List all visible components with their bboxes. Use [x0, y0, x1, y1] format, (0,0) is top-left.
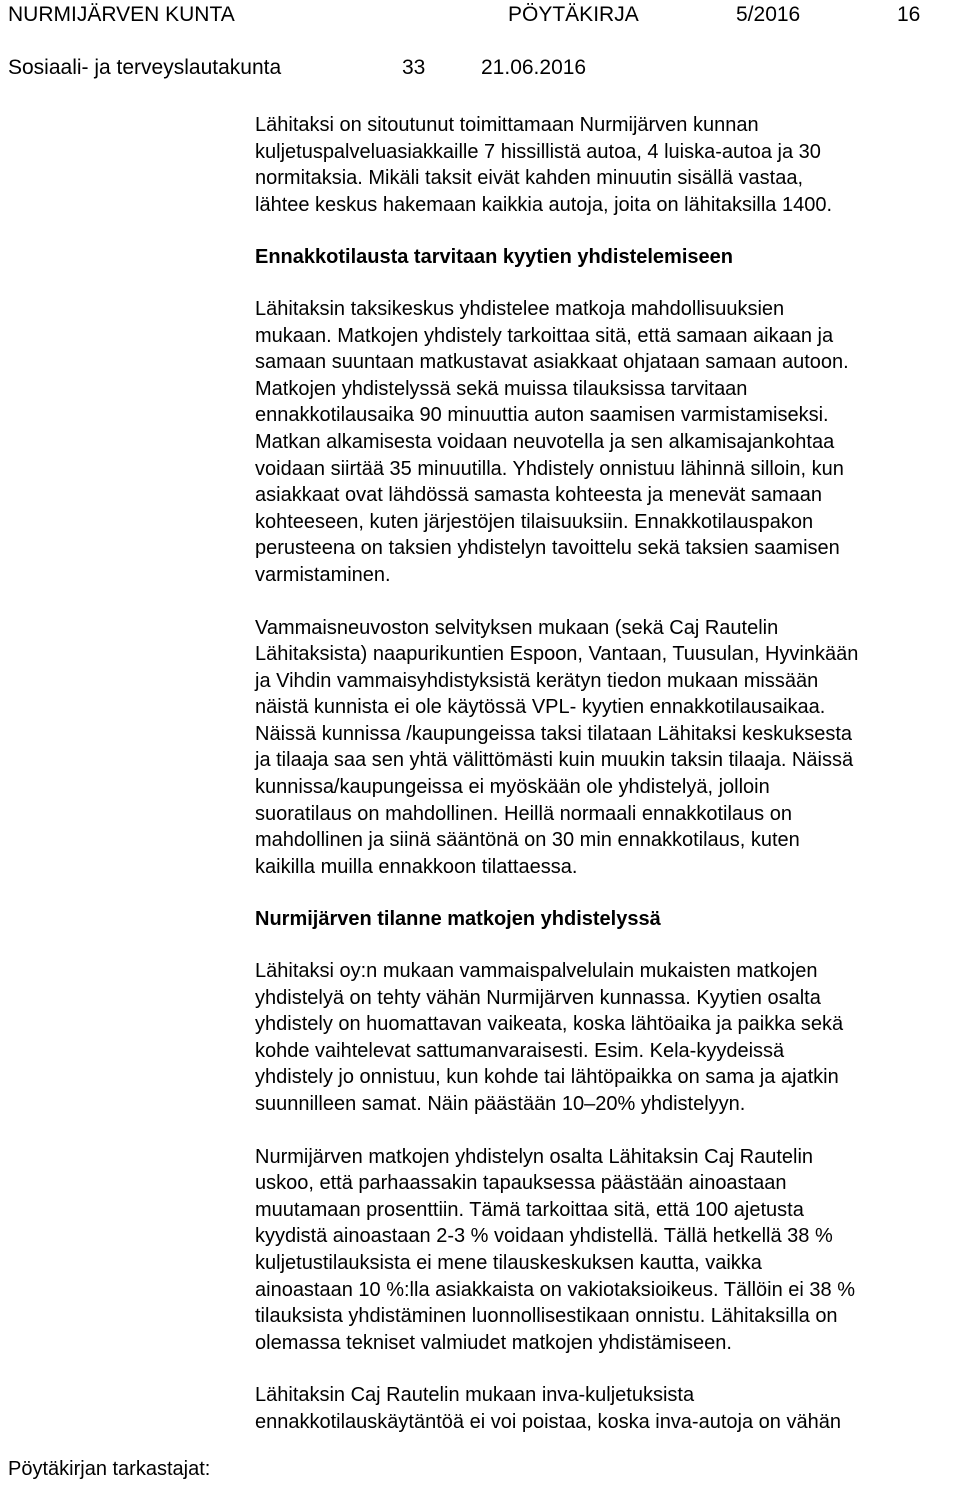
paragraph-inva-transport	[255, 1382, 955, 1435]
text-line: muutamaan prosenttiin. Tämä tarkoittaa sitä, että 100 ajetusta	[255, 1198, 804, 1221]
text-line: asiakkaat ovat lähdössä samasta kohteesta ja menevät samaan	[255, 484, 822, 507]
text-line: tilauksista yhdistäminen luonnollisestikaan onnistu. Lähitaksilla on	[255, 1305, 838, 1328]
document-body	[255, 112, 955, 1436]
paragraph-commitment	[255, 112, 955, 218]
text-line: samaan suuntaan matkustavat asiakkaat ohjataan samaan autoon.	[255, 351, 849, 374]
text-line: uskoo, että parhaassakin tapauksessa päästään ainoastaan	[255, 1172, 787, 1195]
text-line: ja Vihdin vammaisyhdistyksistä kerätyn tiedon mukaan missään	[255, 669, 819, 692]
text-line: Matkan alkamisesta voidaan neuvotella ja sen alkamisajankohtaa	[255, 430, 835, 453]
text-line: lähtee keskus hakemaan kaikkia autoja, joita on lähitaksilla 1400.	[255, 193, 833, 216]
document-number: 5/2016	[736, 3, 801, 26]
text-line: voidaan siirtää 35 minuutilla. Yhdistely onnistuu lähinnä silloin, kun	[255, 457, 844, 480]
text-line: Lähitaksista) naapurikuntien Espoon, Vantaan, Tuusulan, Hyvinkään	[255, 643, 859, 666]
text-line: varmistaminen.	[255, 563, 391, 586]
meeting-date: 21.06.2016	[481, 56, 587, 79]
text-line: kaikilla muilla ennakkoon tilattaessa.	[255, 855, 578, 878]
document-type: PÖYTÄKIRJA	[508, 3, 639, 26]
text-line: Lähitaksin Caj Rautelin mukaan inva-kuljetuksista	[255, 1384, 695, 1407]
text-line: Matkojen yhdistelyssä sekä muissa tilauksissa tarvitaan	[255, 377, 748, 400]
text-line: mukaan. Matkojen yhdistely tarkoittaa sitä, että samaan aikaan ja	[255, 324, 834, 347]
text-line: näistä kunnista ei ole käytössä VPL- kyytien ennakkotilausaikaa.	[255, 696, 826, 719]
reviewers-label: Pöytäkirjan tarkastajat:	[8, 1458, 211, 1480]
paragraph-combining-percent	[255, 1144, 955, 1357]
text-line: kuljetuspalveluasiakkaille 7 hissillistä autoa, 4 luiska-autoa ja 30	[255, 140, 821, 163]
text-line: ennakkotilausaika 90 minuuttia auton saamisen varmistamiseksi.	[255, 404, 829, 427]
text-line: kohde vaihtelevat sattumanvaraisesti. Esim. Kela-kyydeissä	[255, 1039, 785, 1062]
text-line: kuljetustilauksista ei mene tilauskeskuksen kautta, vaikka	[255, 1251, 762, 1274]
text-line: olemassa tekniset valmiudet matkojen yhdistämiseen.	[255, 1331, 732, 1354]
text-line: perusteena on taksien yhdistelyn tavoittelu sekä taksien saamisen	[255, 537, 840, 560]
text-line: yhdistelyä on tehty vähän Nurmijärven kunnassa. Kyytien osalta	[255, 986, 821, 1009]
text-line: kunnissa/kaupungeissa ei myöskään ole yhdistelyä, jolloin	[255, 776, 770, 799]
text-line: mahdollinen ja siinä sääntönä on 30 min ennakkotilaus, kuten	[255, 829, 800, 852]
text-line: normitaksia. Mikäli taksit eivät kahden minuutin sisällä vastaa,	[255, 167, 804, 190]
section-number: 33	[402, 56, 426, 79]
paragraph-trip-combining	[255, 296, 955, 589]
text-line: Lähitaksi on sitoutunut toimittamaan Nurmijärven kunnan	[255, 114, 759, 136]
paragraph-lahitaksi-combining	[255, 958, 955, 1118]
paragraph-disability-council	[255, 615, 955, 881]
text-line: Nurmijärven matkojen yhdistelyn osalta Lähitaksin Caj Rautelin	[255, 1145, 814, 1168]
text-line: suoratilaus on mahdollinen. Heillä normaali ennakkotilaus on	[255, 802, 792, 825]
text-line: Näissä kunnissa /kaupungeissa taksi tilataan Lähitaksi keskuksesta	[255, 722, 852, 745]
text-line: ennakkotilauskäytäntöä ei voi poistaa, koska inva-autoja on vähän	[255, 1410, 841, 1433]
text-line: Lähitaksi oy:n mukaan vammaispalvelulain mukaisten matkojen	[255, 960, 818, 983]
text-line: yhdistely on huomattavan vaikeata, koska lähtöaika ja paikka sekä	[255, 1013, 844, 1036]
text-line: ainoastaan 10 %:lla asiakkaista on vakiotaksioikeus. Tällöin ei 38 %	[255, 1278, 855, 1301]
municipality-name: NURMIJÄRVEN KUNTA	[8, 3, 235, 26]
text-line: yhdistely jo onnistuu, kun kohde tai lähtöpaikka on sama ja ajatkin	[255, 1066, 839, 1089]
board-name: Sosiaali- ja terveyslautakunta	[8, 56, 282, 79]
text-line: Lähitaksin taksikeskus yhdistelee matkoja mahdollisuuksien	[255, 297, 785, 320]
page-number: 16	[897, 3, 921, 26]
heading-nurmijarvi-situation: Nurmijärven tilanne matkojen yhdistelyssä	[255, 908, 661, 931]
text-line: kohteeseen, kuten järjestöjen tilaisuuksiin. Ennakkotilauspakon	[255, 510, 814, 533]
text-line: suunnilleen samat. Näin päästään 10–20% yhdistelyyn.	[255, 1093, 746, 1115]
text-line: Vammaisneuvoston selvityksen mukaan (sekä Caj Rautelin	[255, 616, 779, 639]
heading-advance-booking: Ennakkotilausta tarvitaan kyytien yhdistelemiseen	[255, 246, 733, 269]
text-line: ja tilaaja saa sen yhtä välittömästi kuin muukin taksin tilaaja. Näissä	[255, 749, 854, 772]
text-line: kyydistä ainoastaan 2-3 % voidaan yhdistellä. Tällä hetkellä 38 %	[255, 1225, 833, 1248]
